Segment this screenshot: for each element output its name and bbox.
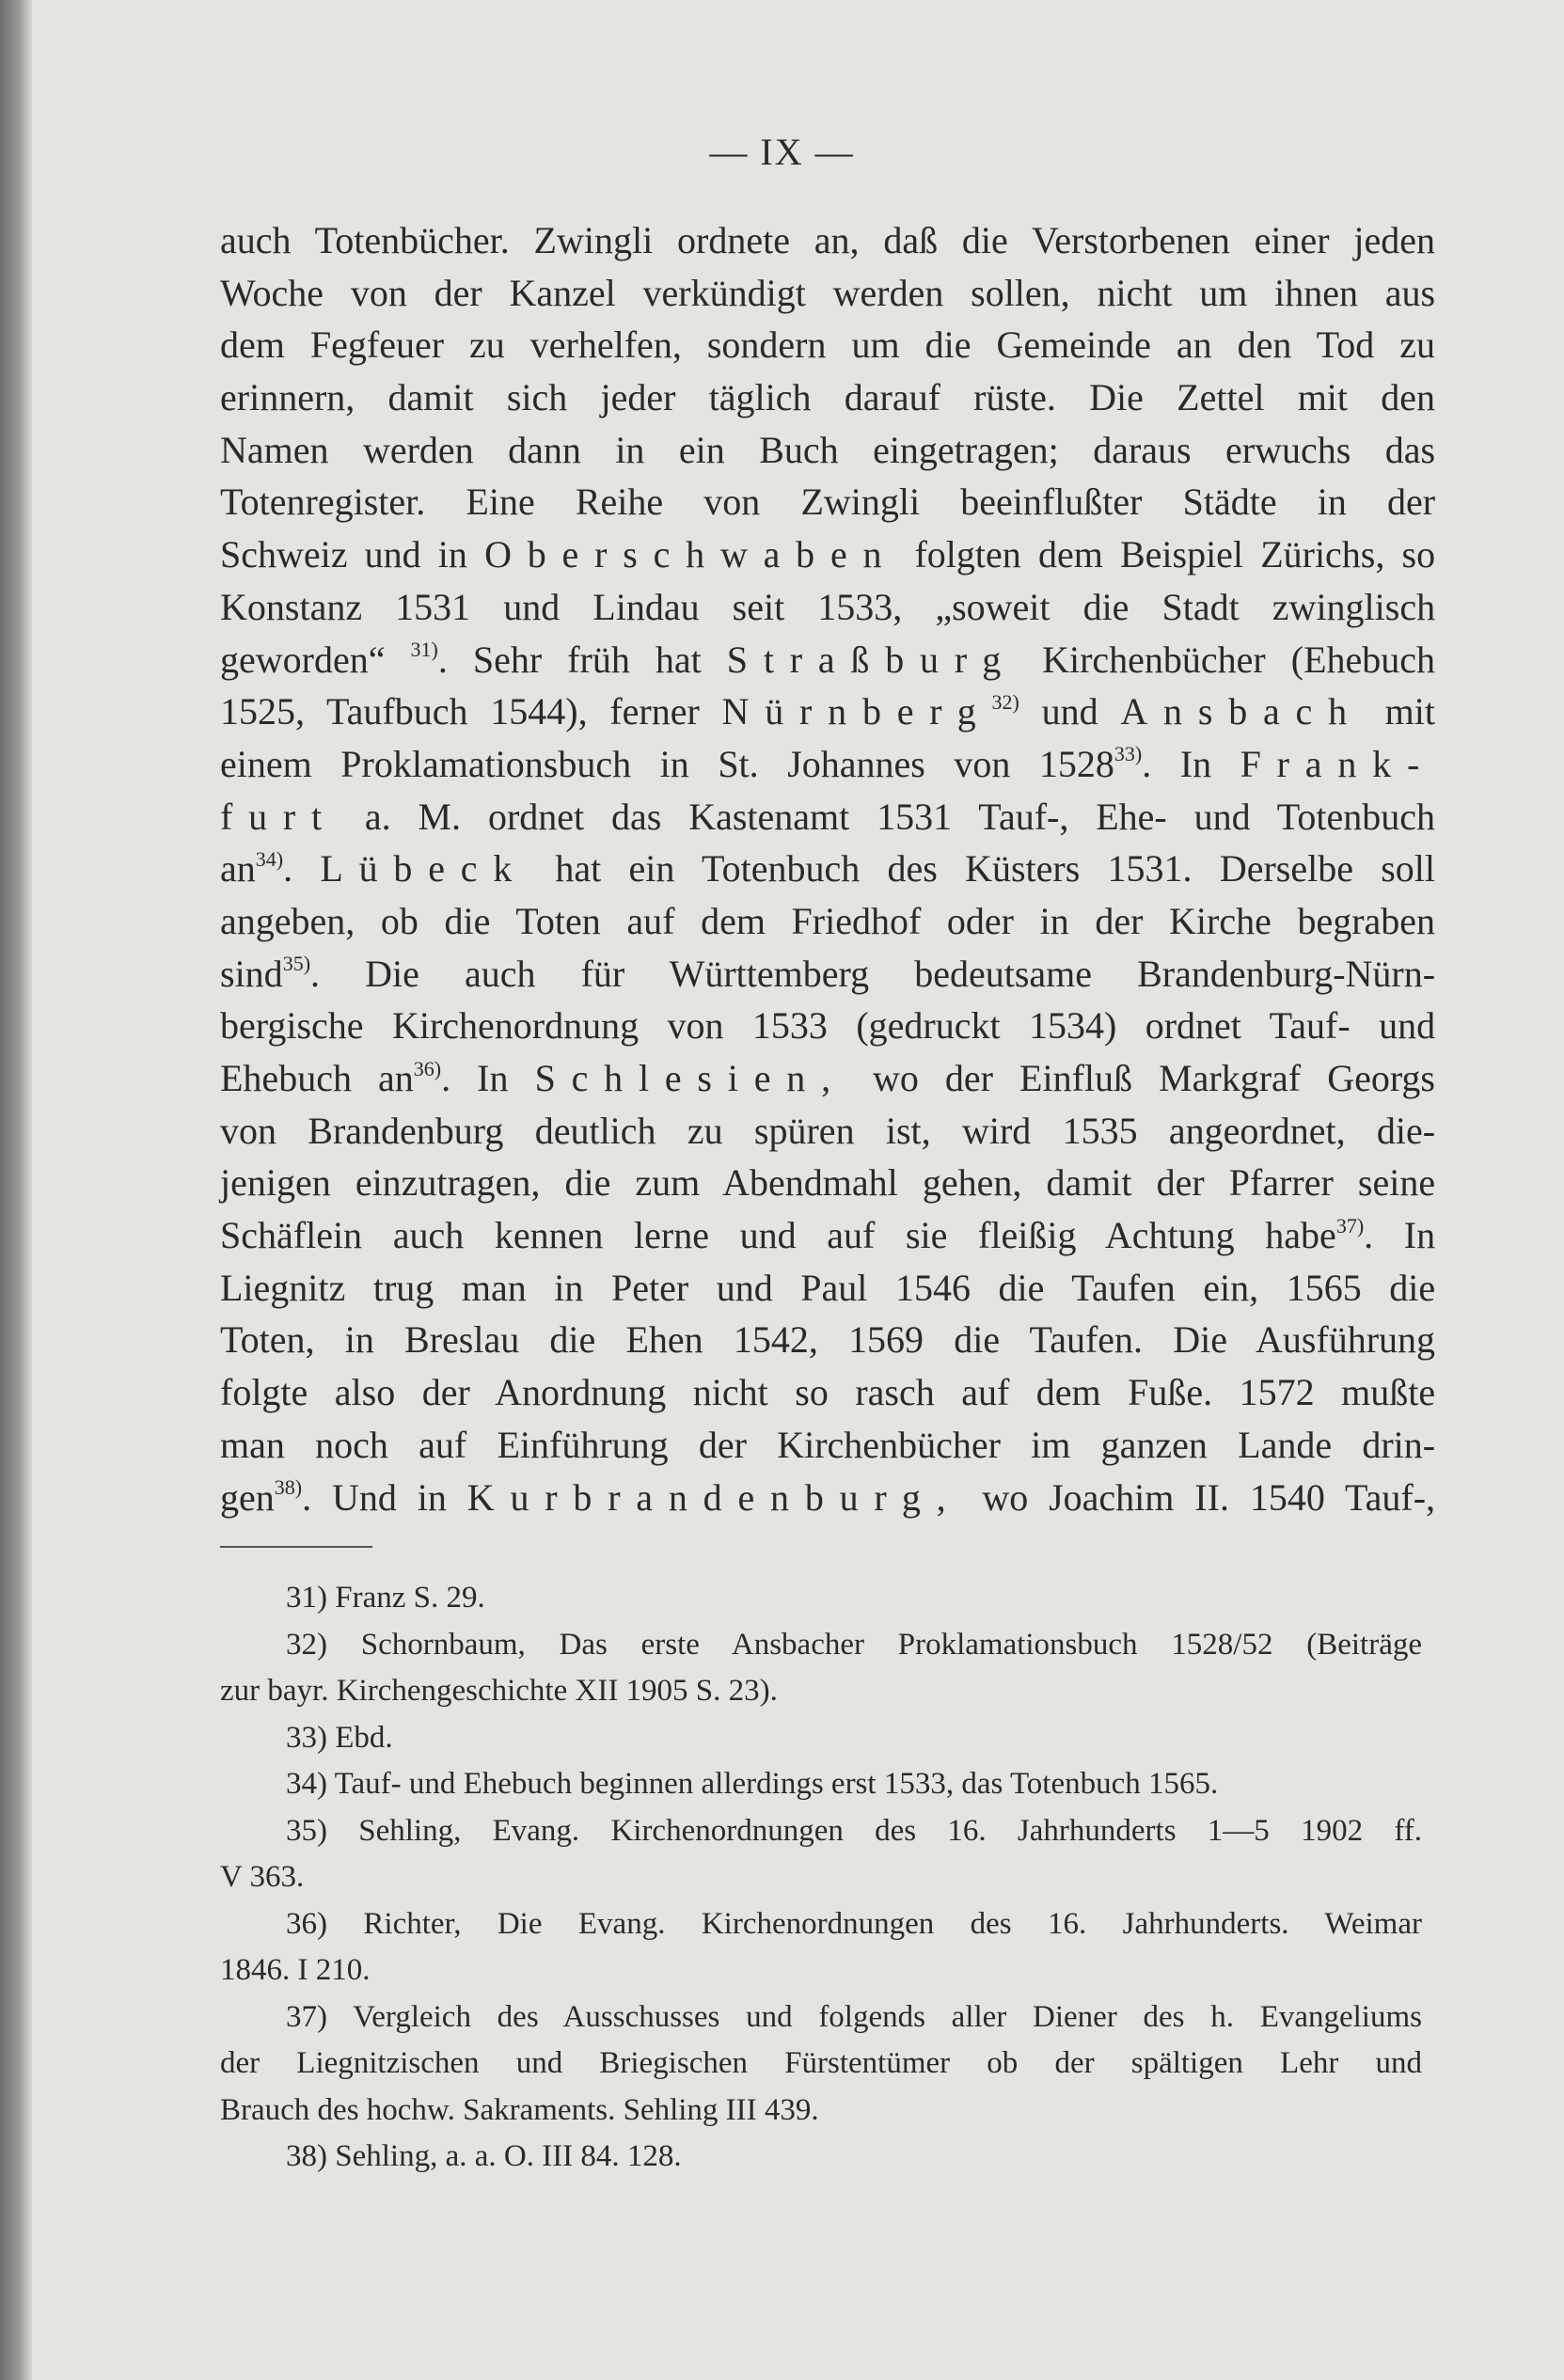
body-line: gen$^{38)}$. Und in Kurbrandenburg, wo Joachim II. 1540 Tauf-, (220, 1475, 1436, 1519)
footnote-ref: 35) (282, 952, 311, 976)
footnote (220, 2134, 1422, 2181)
footnotes (220, 1575, 1422, 2181)
body-line: von Brandenburg deutlich zu spüren ist, wird 1535 angeordnet, die- (220, 1109, 1436, 1152)
footnote (220, 1994, 1422, 2135)
footnote-ref: 33) (1114, 742, 1143, 766)
footnote (220, 1622, 1422, 1715)
body-line: Woche von der Kanzel verkündigt werden sollen, nicht um ihnen aus (220, 271, 1436, 314)
footnote (220, 1901, 1422, 1994)
body-text (220, 214, 1435, 1523)
body-line: auch Totenbücher. Zwingli ordnete an, daß die Verstorbenen einer jeden (220, 219, 1436, 261)
body-line: Ehebuch $an^{36)}$. In Schlesien, wo der Einfluß Markgraf Georgs (220, 1056, 1435, 1099)
body-line: Totenregister. Eine Reihe von Zwingli beeinflußter Städte in der (220, 481, 1436, 524)
footnote-continuation: 1846. I 210. (220, 1953, 371, 1987)
body-line: geworden“ $^{31)}$. Sehr früh hat Straßburg Kirchenbücher (Ehebuch (220, 638, 1436, 681)
body-line: sind$^{35)}$. Die auch für Württemberg bedeutsame Brandenburg-Nürn- (220, 952, 1436, 995)
footnote-ref: 31) (410, 638, 438, 661)
body-line: Namen werden dann in ein Buch eingetragen; daraus erwuchs das (220, 428, 1436, 471)
body-line: dem Fegfeuer zu verhelfen, sondern um die Gemeinde an den Tod zu (220, 323, 1436, 367)
footnote (220, 1575, 1422, 1622)
footnote (220, 1715, 1422, 1762)
footnote (220, 1761, 1422, 1808)
footnote-continuation: V 363. (220, 1860, 305, 1894)
body-line: angeben, ob die Toten auf dem Friedhof oder in der Kirche begraben (220, 899, 1436, 942)
footnote-text: 31) Franz S. 29. (286, 1581, 485, 1615)
body-line: einem Proklamationsbuch in St. Johannes von 1528$^{33)}$. In Frank- (220, 742, 1436, 785)
body-line: 1525, Taufbuch 1544), ferner Nürnberg$^{32)}$ und Ansbach mit (220, 689, 1435, 733)
body-line: Liegnitz trug man in Peter und Paul 1546 die Taufen ein, 1565 die (220, 1266, 1436, 1309)
footnote-ref: 32) (991, 689, 1019, 714)
body-line: bergische Kirchenordnung von 1533 (gedruckt 1534) ordnet Tauf- und (220, 1004, 1436, 1048)
footnote-ref: 36) (413, 1056, 442, 1080)
footnote-text: 34) Tauf- und Ehebuch beginnen allerdings erst 1533, das Totenbuch 1565. (286, 1767, 1219, 1801)
body-line: jenigen einzutragen, die zum Abendmahl gehen, damit der Pfarrer seine (220, 1161, 1436, 1205)
footnote-divider (220, 1546, 372, 1548)
footnote-continuation: zur bayr. Kirchengeschichte XII 1905 S. 23). (220, 1674, 778, 1708)
body-line: man noch auf Einführung der Kirchenbücher im ganzen Lande drin- (220, 1423, 1436, 1466)
scan-edge (0, 0, 32, 2380)
body-line: furt a. M. ordnet das Kastenamt 1531 Tauf-, Ehe- und Totenbuch (220, 795, 1436, 838)
footnote-continuation: der Liegnitzischen und Briegischen Fürstentümer ob der spältigen Lehr und (220, 2046, 1422, 2080)
footnote-continuation: Brauch des hochw. Sakraments. Sehling III 439. (220, 2092, 819, 2127)
body-line: Konstanz 1531 und Lindau seit 1533, „soweit die Stadt zwinglisch (220, 585, 1436, 628)
footnote-ref: 38) (274, 1475, 303, 1499)
footnote-text: 37) Vergleich des Ausschusses und folgends aller Diener des h. Evangeliums (286, 1999, 1422, 2034)
body-line: $an^{34)}$. Lübeck hat ein Totenbuch des Küsters 1531. Derselbe soll (220, 846, 1436, 891)
body-line: Schweiz und in Oberschwaben folgten dem Beispiel Zürichs, so (220, 533, 1436, 576)
body-line: Schäflein auch kennen lerne und auf sie fleißig Achtung habe$^{37)}$. In (220, 1213, 1436, 1257)
footnote-text: 32) Schornbaum, Das erste Ansbacher Proklamationsbuch 1528/52 (Beiträge (286, 1627, 1422, 1662)
footnote-text: 38) Sehling, a. a. O. III 84. 128. (286, 2139, 682, 2173)
footnote-text: 36) Richter, Die Evang. Kirchenordnungen des 16. Jahrhunderts. Weimar (286, 1906, 1422, 1941)
footnote-ref: 34) (255, 846, 284, 871)
footnote (220, 1808, 1422, 1901)
body-line: erinnern, damit sich jeder täglich darauf rüste. Die Zettel mit den (220, 376, 1436, 419)
footnote-ref: 37) (1335, 1213, 1365, 1237)
footnote-text: 35) Sehling, Evang. Kirchenordnungen des 16. Jahrhunderts 1—5 1902 ff. (286, 1813, 1422, 1848)
footnote-text: 33) Ebd. (286, 1720, 393, 1755)
body-line: Toten, in Breslau die Ehen 1542, 1569 die Taufen. Die Ausführung (220, 1318, 1436, 1362)
body-line: folgte also der Anordnung nicht so rasch auf dem Fuße. 1572 mußte (220, 1371, 1436, 1414)
page-number: — IX — (709, 131, 855, 173)
